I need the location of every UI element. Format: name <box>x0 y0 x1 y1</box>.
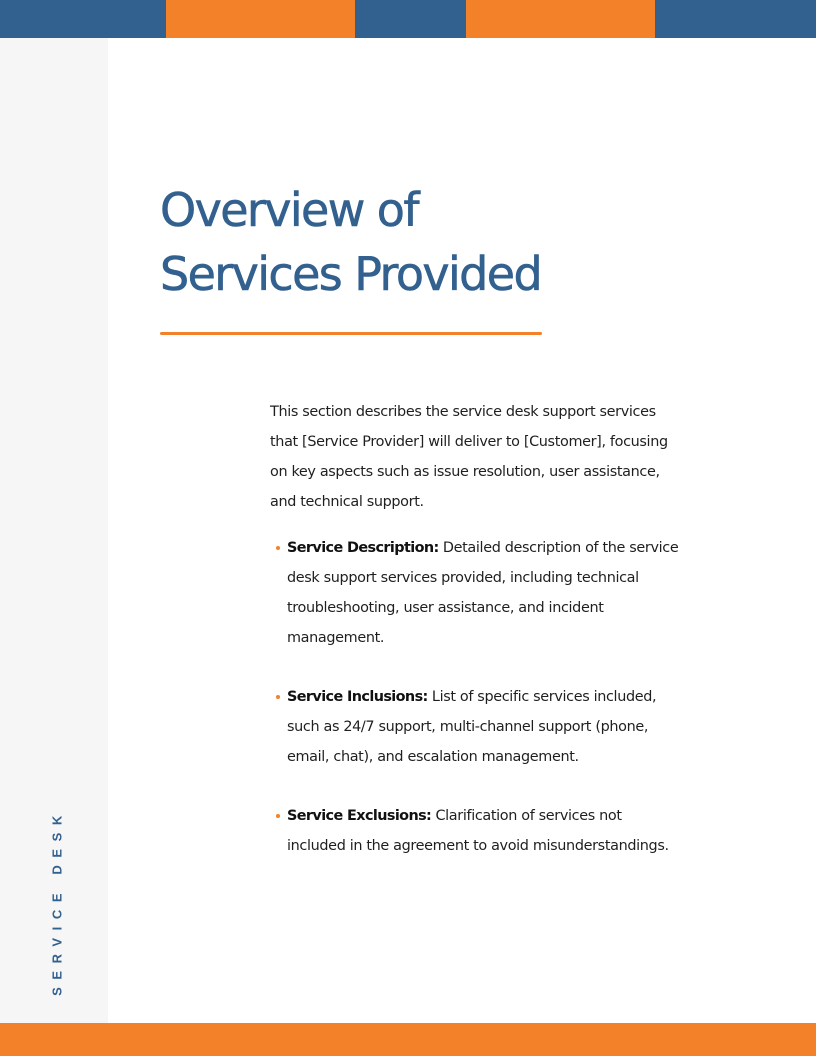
page-title <box>160 178 541 306</box>
bullet-text: List of specific services included, such as 24/7 support, multi-channel support (phone, email, chat), and escalation management. <box>287 689 657 765</box>
bullet-dot-icon <box>276 546 280 550</box>
bullet-text: Clarification of services not included in the agreement to avoid misunderstandings. <box>287 808 669 854</box>
top-bar-segment-blue <box>0 0 166 38</box>
top-bar-segment-blue <box>355 0 466 38</box>
bullet-dot-icon <box>276 814 280 818</box>
bullet-service-inclusions <box>270 682 680 772</box>
top-color-bar <box>0 0 816 38</box>
bullet-term: Service Description: <box>287 540 439 556</box>
top-bar-segment-orange <box>166 0 355 38</box>
sidebar-vertical-label: SERVICE DESK <box>49 808 65 996</box>
bullet-service-description <box>270 533 680 653</box>
section-body <box>270 397 680 890</box>
top-bar-segment-orange <box>466 0 655 38</box>
top-bar-segment-blue <box>655 0 816 38</box>
bullet-term: Service Exclusions: <box>287 808 432 824</box>
page-title-line-2: Services Provided <box>160 247 542 301</box>
title-underline-divider <box>160 332 542 335</box>
bullet-term: Service Inclusions: <box>287 689 428 705</box>
bullet-text: Detailed description of the service desk support services provided, including technical troubleshooting, user assistance, and incident management. <box>287 540 679 646</box>
intro-paragraph: This section describes the service desk support services that [Service Provider] will deliver to [Customer], focusing on key aspects such as issue resolution, user assistance, and technical support. <box>270 404 668 510</box>
bullet-dot-icon <box>276 695 280 699</box>
page-title-line-1: Overview of <box>160 183 418 237</box>
bottom-color-bar <box>0 1023 816 1056</box>
service-bullet-list <box>270 533 680 861</box>
bullet-service-exclusions <box>270 801 680 861</box>
